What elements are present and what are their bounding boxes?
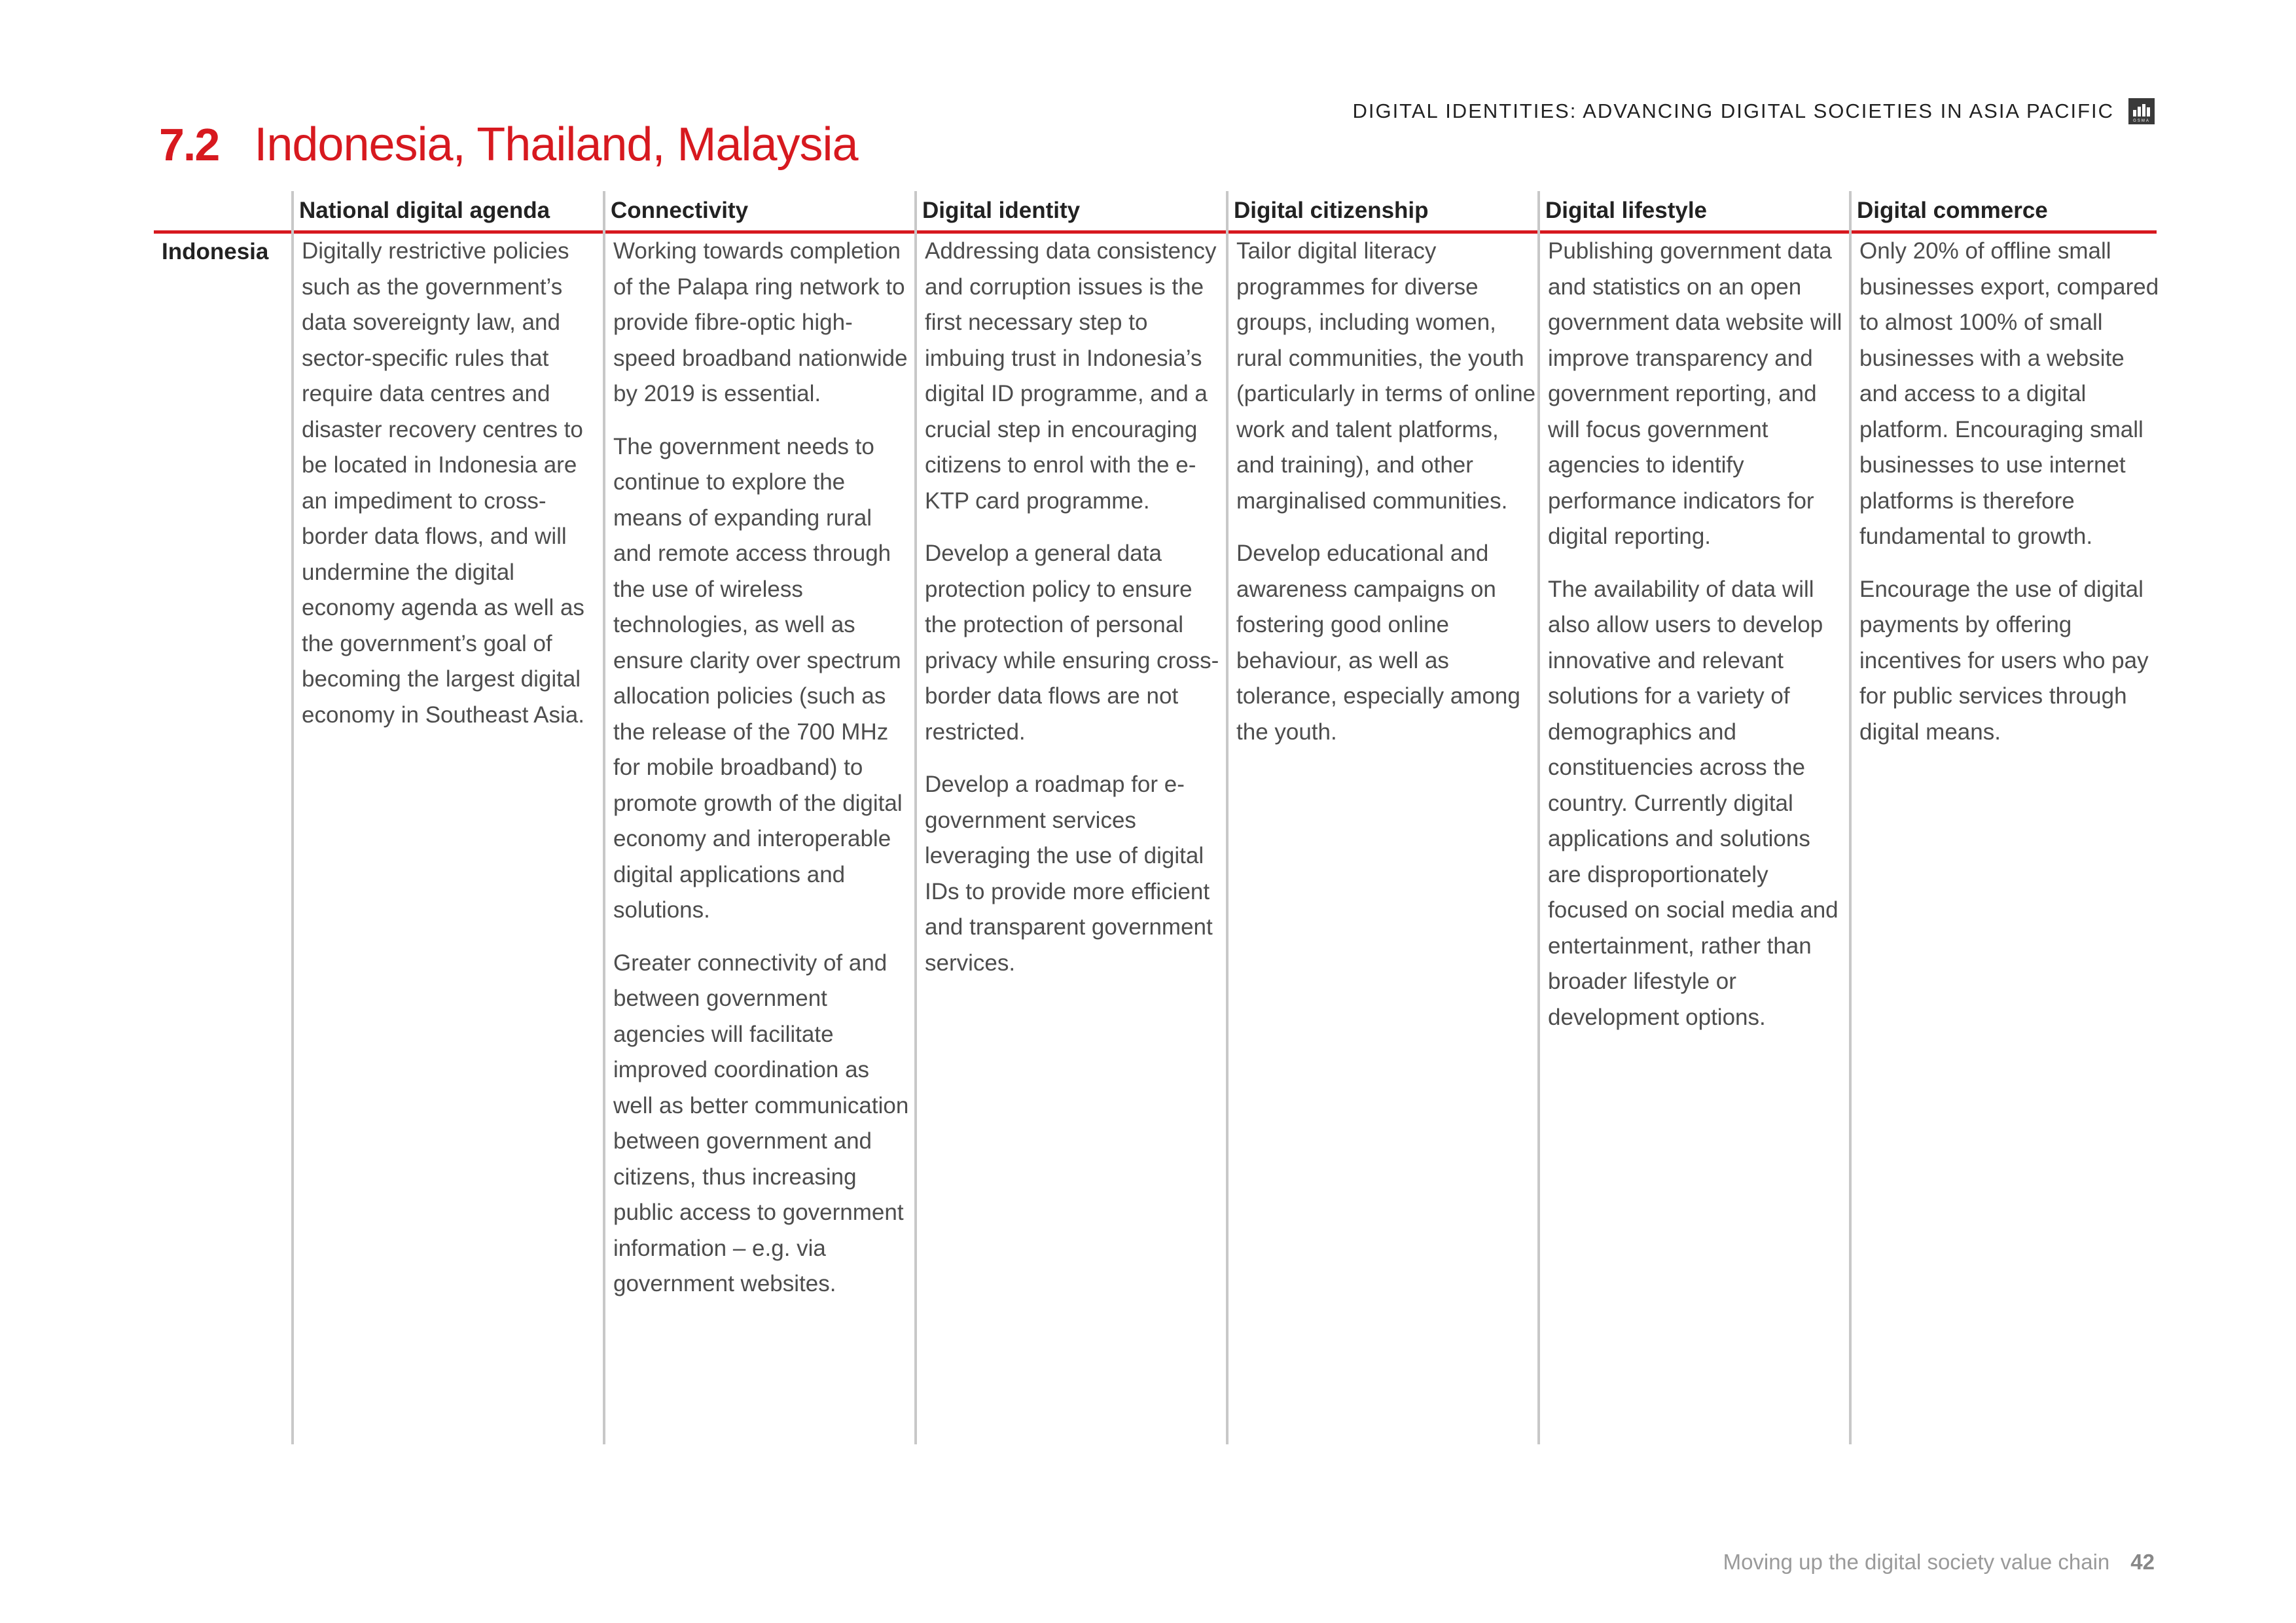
cell-digital-commerce (1852, 234, 2159, 767)
paragraph: Develop educational and awareness campaigns on fostering good online behaviour, as well as tolerance, especially among the youth. (1236, 541, 1520, 745)
paragraph: Develop a roadmap for e-government services leveraging the use of digital IDs to provide more efficient and transparent government services. (925, 772, 1213, 976)
paragraph: Encourage the use of digital payments by offering incentives for users who pay for public services through digital means. (1859, 576, 2149, 745)
paragraph: Tailor digital literacy programmes for diverse groups, including women, rural communities, the youth (particularly in terms of online work and talent platforms, and training), and other marginalised communities. (1236, 238, 1536, 514)
page-footer (1723, 1550, 2155, 1575)
col-head-connectivity: Connectivity (611, 198, 749, 223)
cell-digital-identity (917, 234, 1225, 998)
cell-digital-citizenship (1229, 234, 1536, 767)
paragraph: Working towards completion of the Palapa ring network to provide fibre-optic high-speed broadband nationwide by 2019 is essential. (613, 238, 908, 406)
section-title (159, 118, 858, 171)
svg-text:GSMA: GSMA (2133, 119, 2150, 123)
page-number: 42 (2130, 1550, 2155, 1574)
paragraph: Digitally restrictive policies such as the government’s data sovereignty law, and sector-specific rules that require data centres and disaster recovery centres to be located in Indonesia are an impediment to cross-border data flows, and will undermine the digital economy agenda as well as the government’s goal of becoming the largest digital economy in Southeast Asia. (302, 238, 584, 728)
col-head-digital-lifestyle: Digital lifestyle (1545, 198, 1708, 223)
table-header-row (154, 191, 2157, 230)
paragraph: Publishing government data and statistics on an open government data website will improve transparency and government reporting, and will focus government agencies to identify performance indicators for digital reporting. (1548, 238, 1842, 549)
paragraph: Addressing data consistency and corruption issues is the first necessary step to imbuing trust in Indonesia’s digital ID programme, and a crucial step in encouraging citizens to enrol with the e-KTP card programme. (925, 238, 1217, 514)
running-head (1352, 98, 2155, 124)
col-head-digital-commerce: Digital commerce (1857, 198, 2048, 223)
policy-table (154, 191, 2159, 1296)
gsma-logo-icon (2128, 98, 2155, 124)
paragraph: Develop a general data protection policy to ensure the protection of personal privacy while ensuring cross-border data flows are not restricted. (925, 541, 1219, 745)
footer-text: Moving up the digital society value chain (1723, 1550, 2110, 1574)
paragraph: The availability of data will also allow users to develop innovative and relevant solutions for a variety of demographics and constituencies across the country. Currently digital applications and solutions are disproportionately focused on social media and entertainment, rather than broader lifestyle or development options. (1548, 576, 1839, 1030)
section-number: 7.2 (159, 119, 219, 170)
col-head-digital-identity: Digital identity (922, 198, 1081, 223)
cell-national-digital-agenda (294, 234, 601, 750)
row-label: Indonesia (162, 239, 269, 264)
paragraph: The government needs to continue to explore the means of expanding rural and remote access through the use of wireless technologies, as well as ensure clarity over spectrum allocation policies (such as the release of the 700 MHz for mobile broadband) to promote growth of the digital economy and interoperable digital applications and solutions. (613, 433, 903, 923)
paragraph: Greater connectivity of and between government agencies will facilitate improved coordination as well as better communication between government and citizens, thus increasing public access to government information – e.g. via government websites. (613, 950, 909, 1296)
col-head-digital-citizenship: Digital citizenship (1234, 198, 1429, 223)
table-row (154, 234, 2157, 1441)
section-name: Indonesia, Thailand, Malaysia (254, 118, 858, 171)
cell-digital-lifestyle (1540, 234, 1848, 1052)
running-head-text: DIGITAL IDENTITIES: ADVANCING DIGITAL SOCIETIES IN ASIA PACIFIC (1352, 99, 2114, 122)
paragraph: Only 20% of offline small businesses export, compared to almost 100% of small businesses with a website and access to a digital platform. Encouraging small businesses to use internet platforms is therefore fundamental to growth. (1859, 238, 2159, 549)
cell-connectivity (605, 234, 913, 1319)
col-head-national-digital-agenda: National digital agenda (299, 198, 550, 223)
